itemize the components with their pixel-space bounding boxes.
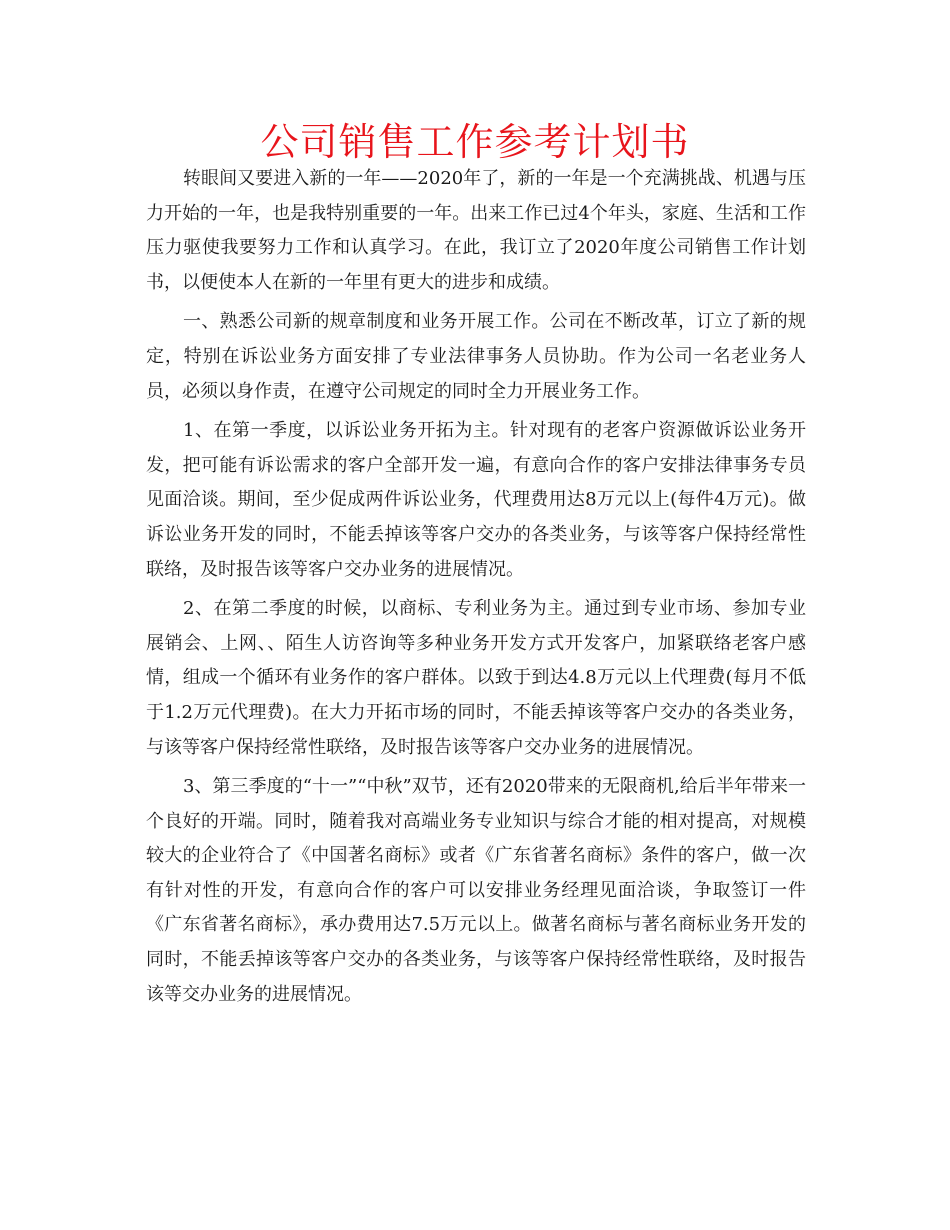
paragraph-intro: 转眼间又要进入新的一年——2020年了，新的一年是一个充满挑战、机遇与压力开始的一年，也是我特别重要的一年。出来工作已过4个年头，家庭、生活和工作压力驱使我要努力工作和认真学习。在此，我订立了2020年度公司销售工作计划书，以便使本人在新的一年里有更大的进步和成绩。 (146, 168, 806, 293)
paragraph-section-1: 一、熟悉公司新的规章制度和业务开展工作。公司在不断改革，订立了新的规定，特别在诉讼业务方面安排了专业法律事务人员协助。作为公司一名老业务人员，必须以身作责，在遵守公司规定的同时全力开展业务工作。 (146, 311, 806, 402)
document-body (146, 162, 806, 1017)
paragraph-q3: 3、第三季度的“十一”“中秋”双节，还有2020带来的无限商机,给后半年带来一个良好的开端。同时，随着我对高端业务专业知识与综合才能的相对提高，对规模较大的企业符合了《中国著名商标》或者《广东省著名商标》条件的客户，做一次有针对性的开发，有意向合作的客户可以安排业务经理见面洽谈，争取签订一件《广东省著名商标》，承办费用达7.5万元以上。做著名商标与著名商标业务开发的同时，不能丢掉该等客户交办的各类业务，与该等客户保持经常性联络，及时报告该等交办业务的进展情况。 (146, 776, 806, 1005)
document-title: 公司销售工作参考计划书 (260, 120, 690, 164)
paragraph-q1: 1、在第一季度，以诉讼业务开拓为主。针对现有的老客户资源做诉讼业务开发，把可能有诉讼需求的客户全部开发一遍，有意向合作的客户安排法律事务专员见面洽谈。期间，至少促成两件诉讼业务，代理费用达8万元以上(每件4万元)。做诉讼业务开发的同时，不能丢掉该等客户交办的各类业务，与该等客户保持经常性联络，及时报告该等客户交办业务的进展情况。 (146, 420, 806, 580)
paragraph-q2: 2、在第二季度的时候，以商标、专利业务为主。通过到专业市场、参加专业展销会、上网、、陌生人访咨询等多种业务开发方式开发客户，加紧联络老客户感情，组成一个循环有业务作的客户群体。以致于到达4.8万元以上代理费(每月不低于1.2万元代理费)。在大力开拓市场的同时，不能丢掉该等客户交办的各类业务，与该等客户保持经常性联络，及时报告该等客户交办业务的进展情况。 (146, 598, 806, 758)
